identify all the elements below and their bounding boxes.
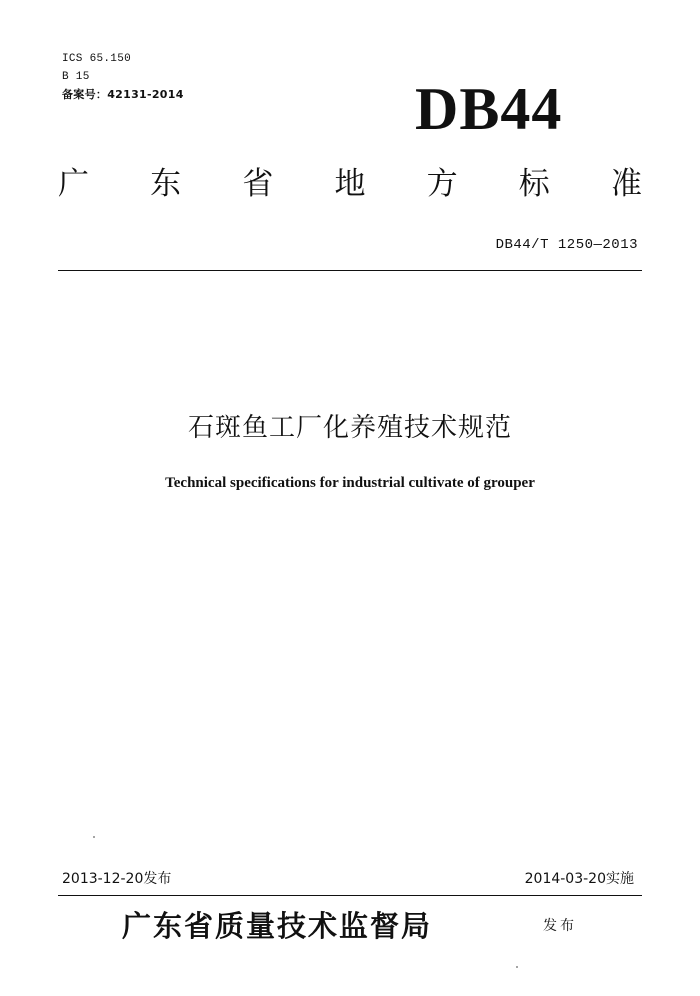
publish-label: 发布	[143, 871, 172, 887]
scan-speck	[516, 966, 518, 968]
standard-type-char: 标	[518, 165, 550, 202]
standard-number: DB44/T 1250—2013	[495, 237, 638, 253]
implement-label: 实施	[606, 871, 634, 887]
document-title-english: Technical specifications for industrial cultivate of grouper	[165, 475, 535, 491]
ccs-code: B 15	[62, 71, 90, 83]
publish-date: 2013-12-20	[62, 871, 144, 887]
standard-type-char: 地	[334, 165, 366, 202]
publish-date-line	[62, 870, 171, 888]
implement-date: 2014-03-20	[524, 871, 606, 887]
standard-type-char: 广	[58, 165, 89, 202]
issue-action: 发布	[543, 918, 577, 934]
standard-type-char: 方	[426, 165, 458, 202]
top-divider	[58, 270, 642, 271]
ics-code: ICS 65.150	[62, 53, 132, 65]
standard-type-heading	[58, 158, 642, 202]
standard-type-char: 省	[242, 165, 274, 202]
implement-date-line	[525, 870, 634, 888]
record-label: 备案号：	[62, 88, 108, 101]
document-title-chinese: 石斑鱼工厂化养殖技术规范	[187, 413, 512, 443]
standard-code-logo: DB44	[415, 76, 563, 142]
record-number: 42131-2014	[107, 88, 184, 101]
scan-speck	[93, 836, 95, 838]
record-number-line	[62, 88, 184, 102]
issuing-authority: 广东省质量技术监督局	[122, 909, 433, 943]
standard-type-char: 准	[610, 165, 642, 202]
bottom-divider	[58, 895, 642, 896]
standard-type-char: 东	[150, 165, 182, 202]
